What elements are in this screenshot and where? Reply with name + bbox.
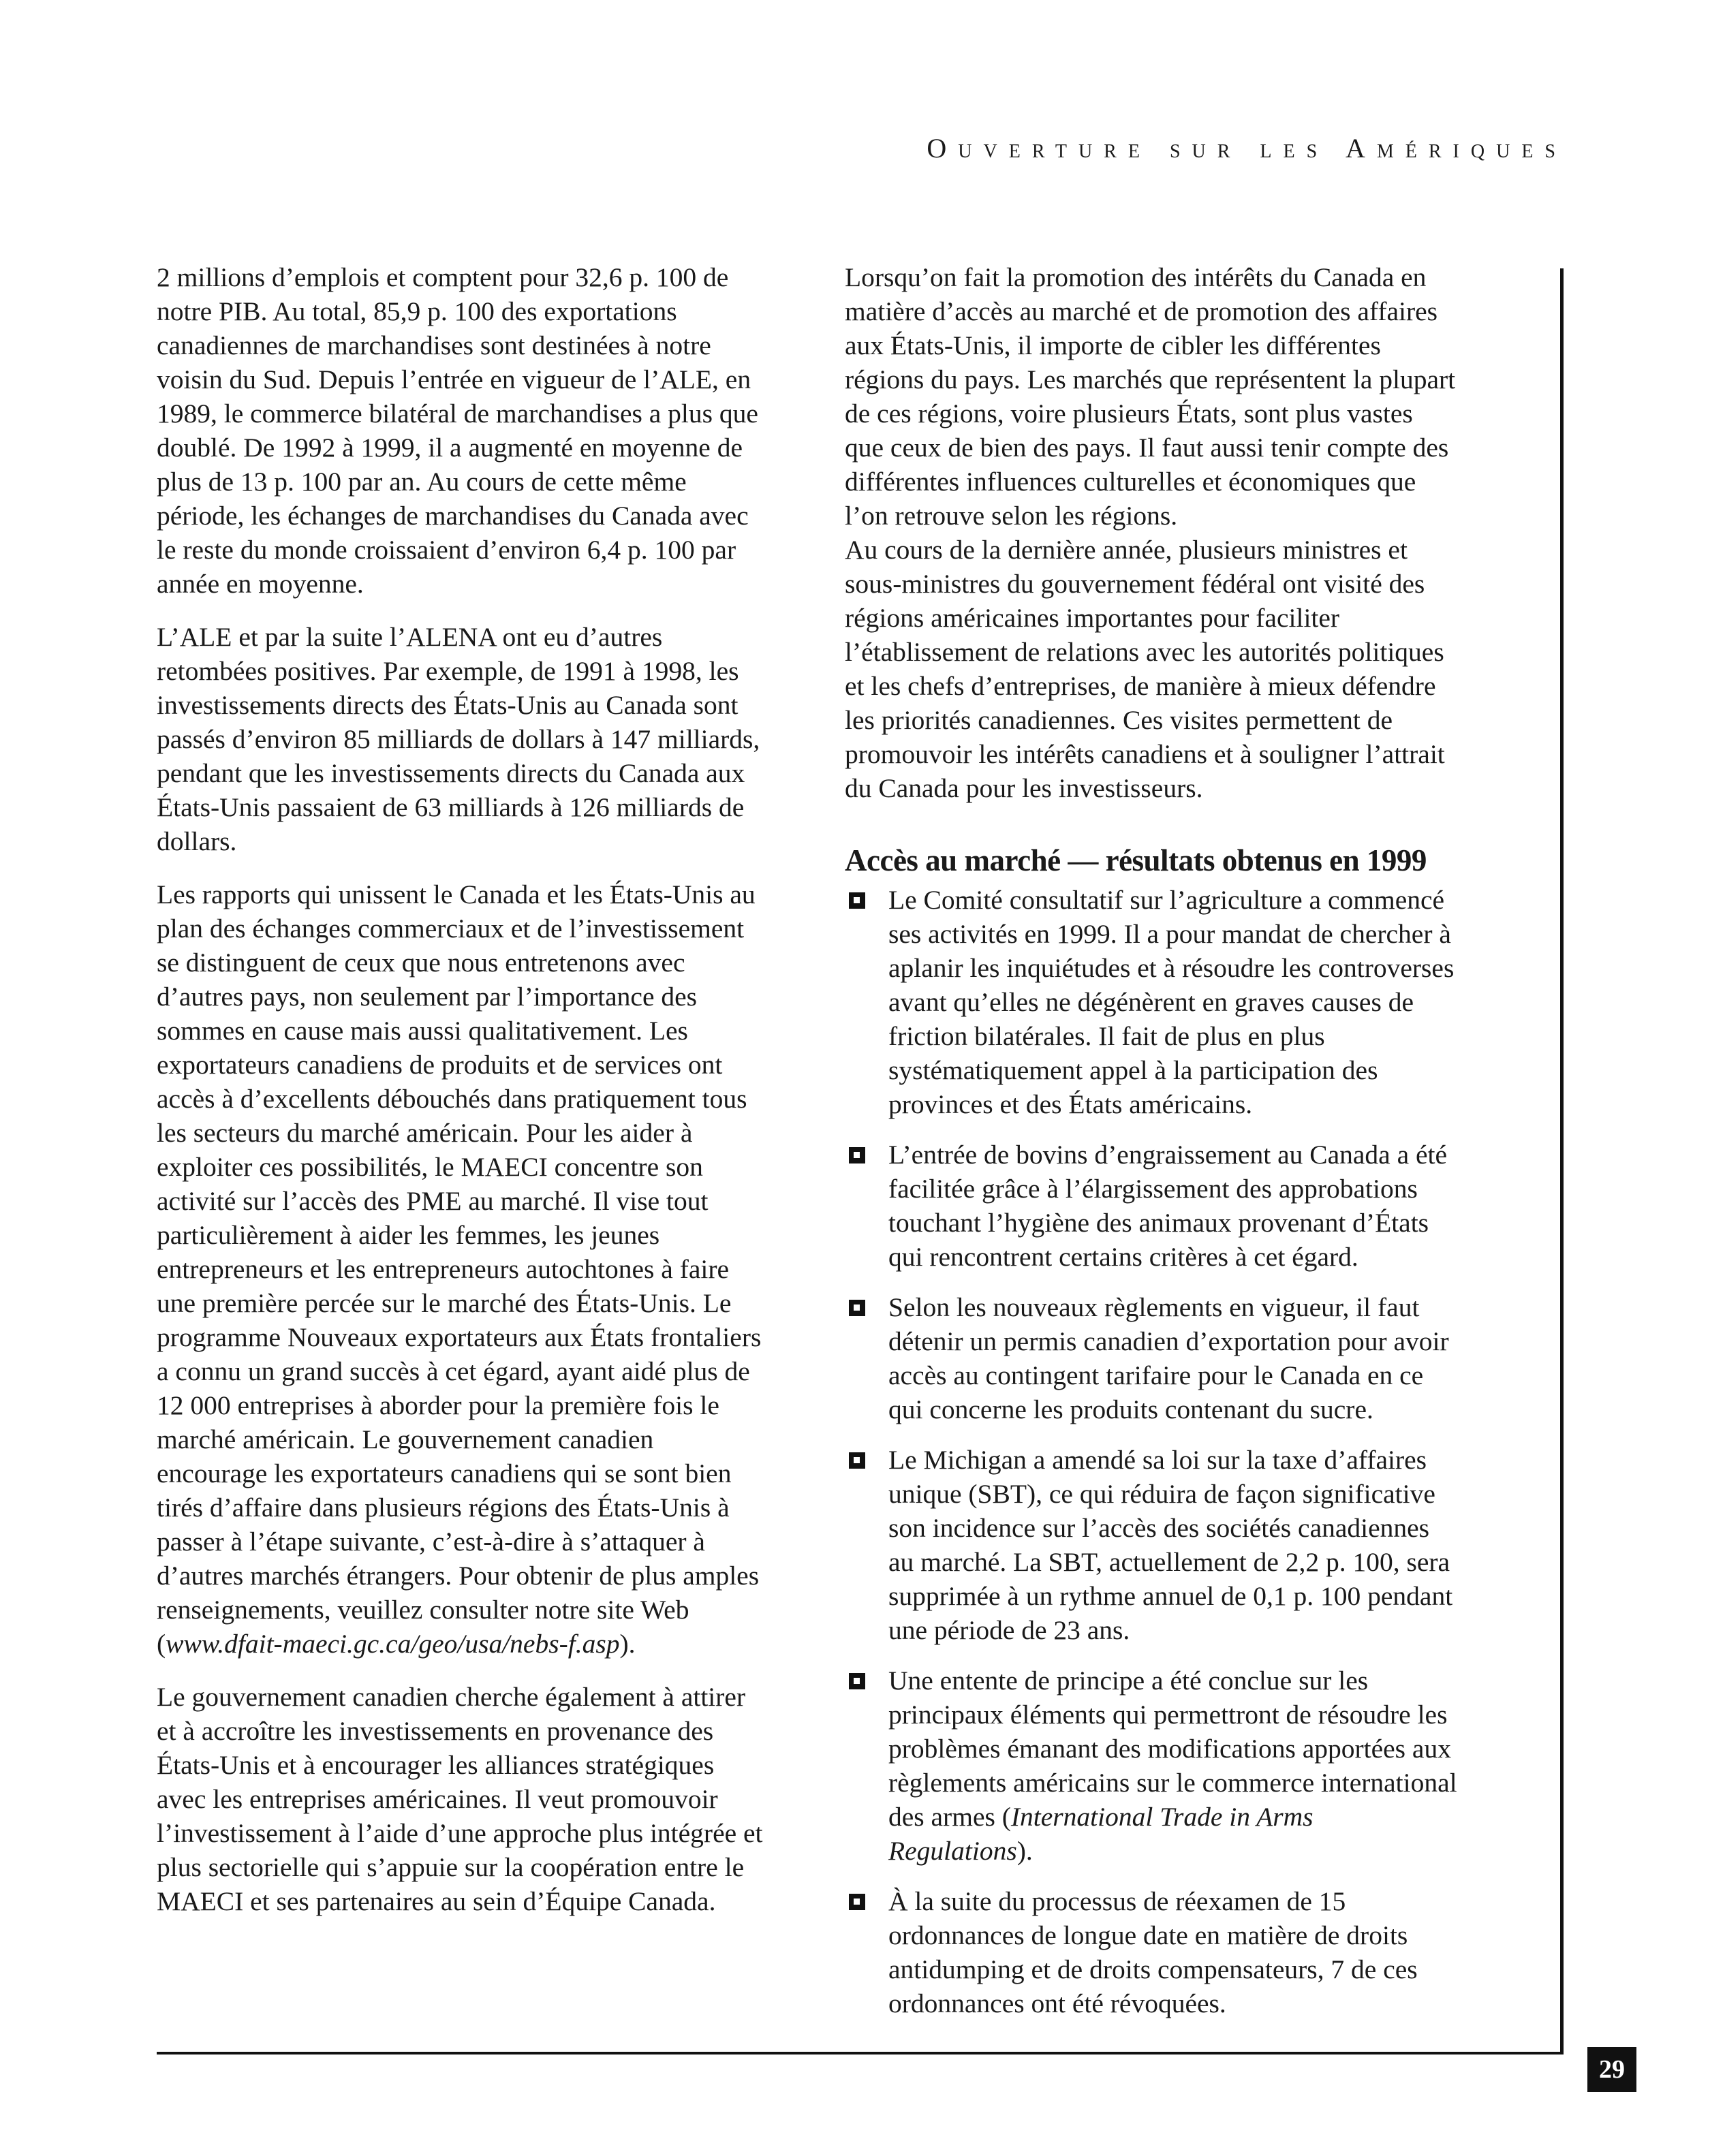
square-bullet-icon bbox=[849, 1673, 865, 1689]
list-item-text: Une entente de principe a été conclue sur les principaux éléments qui permettront de résoudre les problèmes émanant des modifications apportées aux règlements américains sur le commerce international des armes ( bbox=[888, 1666, 1457, 1832]
running-header: Ouverture sur les Amériques bbox=[927, 133, 1567, 163]
paragraph-employment-trade: 2 millions d’emplois et comptent pour 32,6 p. 100 de notre PIB. Au total, 85,9 p. 100 des exportations canadiennes de marchandises sont destinées à notre voisin du Sud. Depuis l’entrée en vigueur de l’ALE, en 1989, le commerce bilatéral de marchandises a plus que doublé. De 1992 à 1999, il a augmenté en moyenne de plus de 13 p. 100 par an. Au cours de cette même période, les échanges de marchandises du Canada avec le reste du monde croissaient d’environ 6,4 p. 100 par année en moyenne. bbox=[157, 262, 758, 599]
list-item bbox=[845, 1663, 1458, 1868]
paragraph-attract-investment: Le gouvernement canadien cherche également à attirer et à accroître les investissements en provenance des États-Unis et à encourager les alliances stratégiques avec les entreprises américaines. Il veut promouvoir l’investissement à l’aide d’une approche plus intégrée et plus sectorielle qui s’appuie sur la coopération entre le MAECI et ses partenaires au sein d’Équipe Canada. bbox=[157, 1682, 763, 1916]
paragraph-regional-promotion: Lorsqu’on fait la promotion des intérêts du Canada en matière d’accès au marché et de promotion des affaires aux États-Unis, il importe de cibler les différentes régions du pays. Les marchés que représentent la plupart de ces régions, voire plusieurs États, sont plus vastes que ceux de bien des pays. Il faut aussi tenir compte des différentes influences culturelles et économiques que l’on retrouve selon les régions. bbox=[845, 262, 1456, 531]
right-column bbox=[845, 260, 1458, 2037]
vertical-rule bbox=[1560, 268, 1564, 2055]
square-bullet-icon bbox=[849, 1894, 865, 1910]
horizontal-rule bbox=[157, 2052, 1564, 2055]
page-number: 29 bbox=[1587, 2047, 1636, 2092]
paragraph-exporters-text: Les rapports qui unissent le Canada et les États-Unis au plan des échanges commerciaux et de l’investissement se distinguent de ceux que nous entretenons avec d’autres pays, non seulement par l’importance des sommes en cause mais aussi qualitativement. Les exportateurs canadiens de produits et de services ont accès à d’excellents débouchés dans pratiquement tous les secteurs du marché américain. Pour les aider à exploiter ces possibilités, le MAECI concentre son activité sur l’accès des PME au marché. Il vise tout particulièrement à aider les femmes, les jeunes entrepreneurs et les entrepreneurs autochtones à faire une première percée sur le marché des États-Unis. Le programme Nouveaux exportateurs aux États frontaliers a connu un grand succès à cet égard, ayant aidé plus de 12 000 entreprises à aborder pour la première fois le marché américain. Le gouvernement canadien encourage les exportateurs canadiens qui se sont bien tirés d’affaire dans plusieurs régions des États-Unis à passer à l’étape suivante, c’est-à-dire à s’attaquer à d’autres marchés étrangers. Pour obtenir de plus amples renseignements, veuillez consulter notre site Web ( bbox=[157, 879, 762, 1659]
paragraph-ministerial-visits: Au cours de la dernière année, plusieurs ministres et sous-ministres du gouvernement fédéral ont visité des régions américaines importantes pour faciliter l’établissement de relations avec les autorités politiques et les chefs d’entreprises, de manière à mieux défendre les priorités canadiennes. Ces visites permettent de promouvoir les intérêts canadiens et à souligner l’attrait du Canada pour les investisseurs. bbox=[845, 535, 1445, 803]
list-item bbox=[845, 883, 1458, 1121]
link-suffix: ). bbox=[619, 1629, 636, 1659]
square-bullet-icon bbox=[849, 1452, 865, 1469]
square-bullet-icon bbox=[849, 1300, 865, 1316]
list-item bbox=[845, 1138, 1458, 1274]
list-item bbox=[845, 1443, 1458, 1647]
square-bullet-icon bbox=[849, 1147, 865, 1163]
paragraph-exporters-sme bbox=[157, 877, 770, 1661]
web-link[interactable]: www.dfait-maeci.gc.ca/geo/usa/nebs-f.asp bbox=[166, 1629, 620, 1659]
list-item bbox=[845, 1884, 1458, 2020]
paragraph-investment-flows: L’ALE et par la suite l’ALENA ont eu d’autres retombées positives. Par exemple, de 1991 à 1998, les investissements directs des États-Unis au Canada sont passés d’environ 85 milliards de dollars à 147 milliards, pendant que les investissements directs du Canada aux États-Unis passaient de 63 milliards à 126 milliards de dollars. bbox=[157, 622, 760, 856]
list-item-text: L’entrée de bovins d’engraissement au Canada a été facilitée grâce à l’élargissement des approbations touchant l’hygiène des animaux provenant d’États qui rencontrent certains critères à cet égard. bbox=[888, 1140, 1448, 1272]
list-item-text: À la suite du processus de réexamen de 15 ordonnances de longue date en matière de droits antidumping et de droits compensateurs, 7 de ces ordonnances ont été révoquées. bbox=[888, 1886, 1418, 2018]
list-item bbox=[845, 1290, 1458, 1426]
list-item-text: Le Michigan a amendé sa loi sur la taxe d’affaires unique (SBT), ce qui réduira de façon significative son incidence sur l’accès des sociétés canadiennes au marché. La SBT, actuellement de 2,2 p. 100, sera supprimée à un rythme annuel de 0,1 p. 100 pendant une période de 23 ans. bbox=[888, 1445, 1453, 1645]
regulation-title: International Trade in Arms Regulations bbox=[888, 1802, 1314, 1866]
section-heading: Accès au marché — résultats obtenus en 1999 bbox=[845, 843, 1427, 877]
square-bullet-icon bbox=[849, 892, 865, 909]
list-item-text: Le Comité consultatif sur l’agriculture a commencé ses activités en 1999. Il a pour mandat de chercher à aplanir les inquiétudes et à résoudre les controverses avant qu’elles ne dégénèrent en graves causes de friction bilatérales. Il fait de plus en plus systématiquement appel à la participation des provinces et des États américains. bbox=[888, 885, 1455, 1119]
list-item-text: Selon les nouveaux règlements en vigueur, il faut détenir un permis canadien d’exportation pour avoir accès au contingent tarifaire pour le Canada en ce qui concerne les produits contenant du sucre. bbox=[888, 1292, 1449, 1424]
list-item-suffix: ). bbox=[1016, 1836, 1033, 1866]
results-list bbox=[845, 883, 1458, 2020]
left-column bbox=[157, 260, 770, 1937]
